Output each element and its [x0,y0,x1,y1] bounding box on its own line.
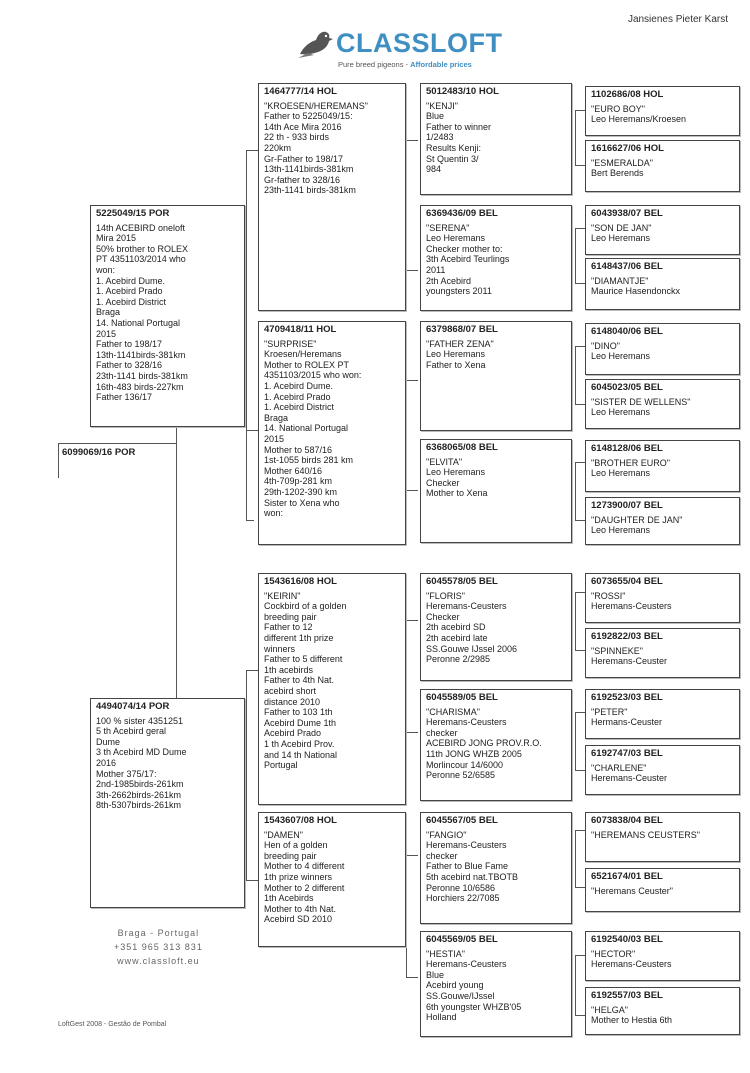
footer-website: www.classloft.eu [117,956,200,966]
software-credit: LoftGest 2008 - Gestão de Pombal [58,1021,167,1028]
subject-ring: 6099069/16 POR [62,447,136,458]
brand-tagline: Pure breed pigeons - Affordable prices [338,60,472,69]
ancestor-card-12: 6192747/03 BEL "CHARLENE" Heremans-Ceuster [585,745,740,795]
ancestor-card-1: 1102686/08 HOL "EURO BOY" Leo Heremans/Kroesen [585,86,740,136]
footer-phone: +351 965 313 831 [114,942,203,952]
ssd-ring: 6369436/09 BEL [426,208,498,219]
ancestor-card-3: 6043938/07 BEL "SON DE JAN" Leo Heremans [585,205,740,255]
dam-card: 4494074/14 POR 100 % sister 4351251 5 th Acebird geral Dume 3 th Acebird MD Dume 2016 Mother 375/17: 2nd-1985birds-261km 3th-2662birds-261km 8th-5307birds-261km [90,698,245,908]
sds-card: 6379868/07 BEL "FATHER ZENA" Leo Heremans Father to Xena [420,321,572,431]
contact-block [114,926,203,968]
sire-card: 5225049/15 POR 14th ACEBIRD oneloft Mira 2015 50% brother to ROLEX PT 4351103/2014 who won: 1. Acebird Dume. 1. Acebird Prado 1. Acebird District Braga 14. National Portugal 2015 Father to 198/17 13th-1141birds-381km Father to 328/16 23th-1141 birds-381km 16th-483 birds-227km Father 136/17 [90,205,245,427]
owner-name: Jansienes Pieter Karst [627,14,728,25]
dsd-card: 6045589/05 BEL "CHARISMA" Heremans-Ceusters checker ACEBIRD JONG PROV.R.O. 11th JONG WHZB 2005 Morlincour 14/6000 Peronne 52/6585 [420,689,572,801]
sire-sire-card: 1464777/14 HOL "KROESEN/HEREMANS" Father to 5225049/15: 14th Ace Mira 2016 22 th - 933 birds 220km Gr-Father to 198/17 13th-1141birds-381km Gr-father to 328/16 23th-1141 birds-381km [258,83,406,311]
ancestor-card-4: 6148437/06 BEL "DIAMANTJE" Maurice Hasendonckx [585,258,740,310]
dss-card: 6045578/05 BEL "FLORIS" Heremans-Ceusters Checker 2th acebird SD 2th acebird late SS.Gouwe IJssel 2006 Peronne 2/2985 [420,573,572,681]
ddd-ring: 6045569/05 BEL [426,934,498,945]
sire-dam-ring: 4709418/11 HOL [264,324,337,335]
sss-card: 5012483/10 HOL "KENJI" Blue Father to winner 1/2483 Results Kenji: St Quentin 3/ 984 [420,83,572,195]
ancestor-card-14: 6521674/01 BEL "Heremans Ceuster" [585,868,740,912]
ancestor-card-15: 6192540/03 BEL "HECTOR" Heremans-Ceusters [585,931,740,981]
sds-ring: 6379868/07 BEL [426,324,498,335]
dam-dam-card: 1543607/08 HOL "DAMEN" Hen of a golden breeding pair Mother to 4 different 1th prize winners Mother to 2 different 1th Acebirds Mother to 4th Nat. Acebird SD 2010 [258,812,406,947]
dam-sire-card: 1543616/08 HOL "KEIRIN" Cockbird of a golden breeding pair Father to 12 different 1th prize winners Father to 5 different 1th acebirds Father to 4th Nat. acebird short distance 2010 Father to 103 1th Acebird Dume 1th Acebird Prado 1 th Acebird Prov. and 14 th National Portugal [258,573,406,805]
ancestor-card-10: 6192822/03 BEL "SPINNEKE" Heremans-Ceuster [585,628,740,678]
ancestor-card-7: 6148128/06 BEL "BROTHER EURO" Leo Heremans [585,440,740,492]
sdd-card: 6368065/08 BEL "ELVITA" Leo Heremans Checker Mother to Xena [420,439,572,543]
ancestor-card-6: 6045023/05 BEL "SISTER DE WELLENS" Leo Heremans [585,379,740,429]
dss-ring: 6045578/05 BEL [426,576,498,587]
dam-ring: 4494074/14 POR [96,701,170,712]
classloft-logo [296,26,516,74]
ssd-card: 6369436/09 BEL "SERENA" Leo Heremans Checker mother to: 3th Acebird Teurlings 2011 2th Acebird youngsters 2011 [420,205,572,311]
ancestor-card-9: 6073655/04 BEL "ROSSI" Heremans-Ceusters [585,573,740,623]
sire-sire-ring: 1464777/14 HOL [264,86,337,97]
ancestor-card-16: 6192557/03 BEL "HELGA" Mother to Hestia 6th [585,987,740,1035]
pigeon-icon [296,28,336,62]
sss-ring: 5012483/10 HOL [426,86,499,97]
ancestor-card-8: 1273900/07 BEL "DAUGHTER DE JAN" Leo Heremans [585,497,740,545]
sire-dam-card: 4709418/11 HOL "SURPRISE" Kroesen/Heremans Mother to ROLEX PT 4351103/2015 who won: 1. Acebird Dume. 1. Acebird Prado 1. Acebird District Braga 14. National Portugal 2015 Mother to 587/16 1st-1055 birds 281 km Mother 640/16 4th-709p-281 km 29th-1202-390 km Sister to Xena who won: [258,321,406,545]
ancestor-card-13: 6073838/04 BEL "HEREMANS CEUSTERS" [585,812,740,862]
dds-ring: 6045567/05 BEL [426,815,498,826]
dam-dam-ring: 1543607/08 HOL [264,815,337,826]
dam-sire-ring: 1543616/08 HOL [264,576,337,587]
ddd-card: 6045569/05 BEL "HESTIA" Heremans-Ceusters Blue Acebird young SS.Gouwe/IJssel 6th youngster WHZB'05 Holland [420,931,572,1037]
dsd-ring: 6045589/05 BEL [426,692,498,703]
brand-name: CLASSLOFT [336,28,503,58]
dds-card: 6045567/05 BEL "FANGIO" Heremans-Ceusters checker Father to Blue Fame 5th acebird nat.TBOTB Peronne 10/6586 Horchiers 22/7085 [420,812,572,924]
ancestor-card-11: 6192523/03 BEL "PETER" Hermans-Ceuster [585,689,740,739]
sire-ring: 5225049/15 POR [96,208,170,219]
ancestor-card-2: 1616627/06 HOL "ESMERALDA" Bert Berends [585,140,740,192]
sdd-ring: 6368065/08 BEL [426,442,498,453]
footer-city: Braga - Portugal [117,928,200,938]
ancestor-card-5: 6148040/06 BEL "DINO" Leo Heremans [585,323,740,375]
